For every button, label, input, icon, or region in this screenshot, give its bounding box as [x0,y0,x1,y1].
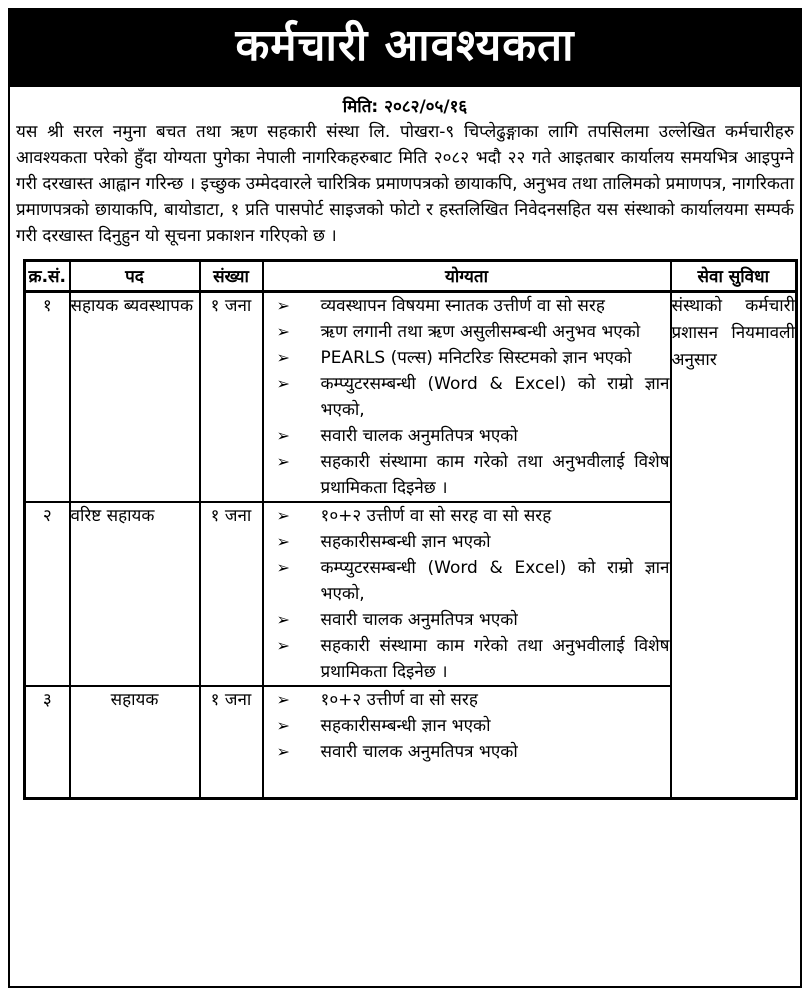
qualification-text: सहकारीसम्बन्धी ज्ञान भएको [320,532,491,552]
arrow-bullet-icon: ➢ [276,506,290,525]
qualification-text: कम्प्युटरसम्बन्धी (Word & Excel) को राम्रो ज्ञान भएको, [320,558,670,604]
qualification-list [264,293,670,501]
arrow-bullet-icon: ➢ [276,558,290,577]
position-name: सहायक ब्यवस्थापक [70,292,200,503]
qualification-item [276,607,670,633]
position-count: १ जना [200,686,263,798]
header-count: संख्या [200,261,263,292]
qualification-item [276,739,670,765]
table-row [25,292,797,503]
table-header-row [25,261,797,292]
qualification-item [276,713,670,739]
qualification-text: सवारी चालक अनुमतिपत्र भएको [320,610,518,630]
qualification-cell [263,502,671,686]
header-qualification: योग्यता [263,261,671,292]
qualification-item [276,345,670,371]
arrow-bullet-icon: ➢ [276,690,290,709]
qualification-item [276,529,670,555]
notice-date: मिति: २०८२/०५/१६ [342,97,468,117]
qualification-item [276,319,670,345]
arrow-bullet-icon: ➢ [276,532,290,551]
position-name: वरिष्ट सहायक [70,502,200,686]
qualification-item [276,555,670,607]
service-facility-cell: संस्थाको कर्मचारी प्रशासन नियमावली अनुसार [671,292,797,799]
qualification-text: ऋण लगानी तथा ऋण असुलीसम्बन्धी अनुभव भएको [320,322,641,342]
position-count: १ जना [200,292,263,503]
arrow-bullet-icon: ➢ [276,452,290,471]
qualification-cell [263,686,671,798]
qualification-text: सवारी चालक अनुमतिपत्र भएको [320,742,518,762]
vacancy-table [23,259,798,800]
header-service-facility: सेवा सुविधा [671,261,797,292]
qualification-list [264,503,670,685]
qualification-text: सहकारीसम्बन्धी ज्ञान भएको [320,716,491,736]
page-title: कर्मचारी आवश्यकता [235,19,575,71]
qualification-list [264,687,670,765]
qualification-cell [263,292,671,503]
arrow-bullet-icon: ➢ [276,716,290,735]
qualification-item [276,449,670,501]
position-name: सहायक [70,686,200,798]
qualification-text: १०+२ उत्तीर्ण वा सो सरह वा सो सरह [320,506,552,526]
qualification-item [276,293,670,319]
qualification-item [276,371,670,423]
qualification-item [276,423,670,449]
serial-number: २ [25,502,70,686]
qualification-text: सवारी चालक अनुमतिपत्र भएको [320,426,518,446]
arrow-bullet-icon: ➢ [276,610,290,629]
arrow-bullet-icon: ➢ [276,742,290,761]
qualification-text: कम्प्युटरसम्बन्धी (Word & Excel) को राम्रो ज्ञान भएको, [320,374,670,420]
header-serial-number: क्र.सं. [25,261,70,292]
arrow-bullet-icon: ➢ [276,296,290,315]
arrow-bullet-icon: ➢ [276,636,290,655]
arrow-bullet-icon: ➢ [276,374,290,393]
qualification-item [276,687,670,713]
title-banner [10,10,800,87]
qualification-text: व्यवस्थापन विषयमा स्नातक उत्तीर्ण वा सो सरह [320,296,605,316]
header-position: पद [70,261,200,292]
qualification-item [276,503,670,529]
serial-number: १ [25,292,70,503]
qualification-text: सहकारी संस्थामा काम गरेको तथा अनुभवीलाई विशेष प्रथामिकता दिइनेछ । [320,452,670,498]
serial-number: ३ [25,686,70,798]
arrow-bullet-icon: ➢ [276,348,290,367]
intro-paragraph: यस श्री सरल नमुना बचत तथा ऋण सहकारी संस्था लि. पोखरा-९ चिप्लेढुङ्गाका लागि तपसिलमा उल्लेखित कर्मचारीहरु आवश्यकता परेको हुँदा योग्यता पुगेका नेपाली नागरिकहरुबाट मिति २०८२ भदौ २२ गते आइतबार कार्यालय समयभित्र आइपुग्ने गरी दरखास्त आह्वान गरिन्छ । इच्छुक उम्मेदवारले चारित्रिक प्रमाणपत्रको छायाकपि, अनुभव तथा तालिमको प्रमाणपत्र, नागरिकता प्रमाणपत्रको छायाकपि, बायोडाटा, १ प्रति पासपोर्ट साइजको फोटो र हस्तलिखित निवेदनसहित यस संस्थाको कार्यालयमा सम्पर्क गरी दरखास्त दिनुहुन यो सूचना प्रकाशन गरिएको छ । [16,122,794,246]
qualification-text: १०+२ उत्तीर्ण वा सो सरह [320,690,478,710]
notice-page [8,8,802,988]
position-count: १ जना [200,502,263,686]
qualification-text: सहकारी संस्थामा काम गरेको तथा अनुभवीलाई विशेष प्रथामिकता दिइनेछ । [320,636,670,682]
arrow-bullet-icon: ➢ [276,322,290,341]
qualification-item [276,633,670,685]
arrow-bullet-icon: ➢ [276,426,290,445]
qualification-text: PEARLS (पल्स) मनिटरिङ सिस्टमको ज्ञान भएको [320,348,632,368]
